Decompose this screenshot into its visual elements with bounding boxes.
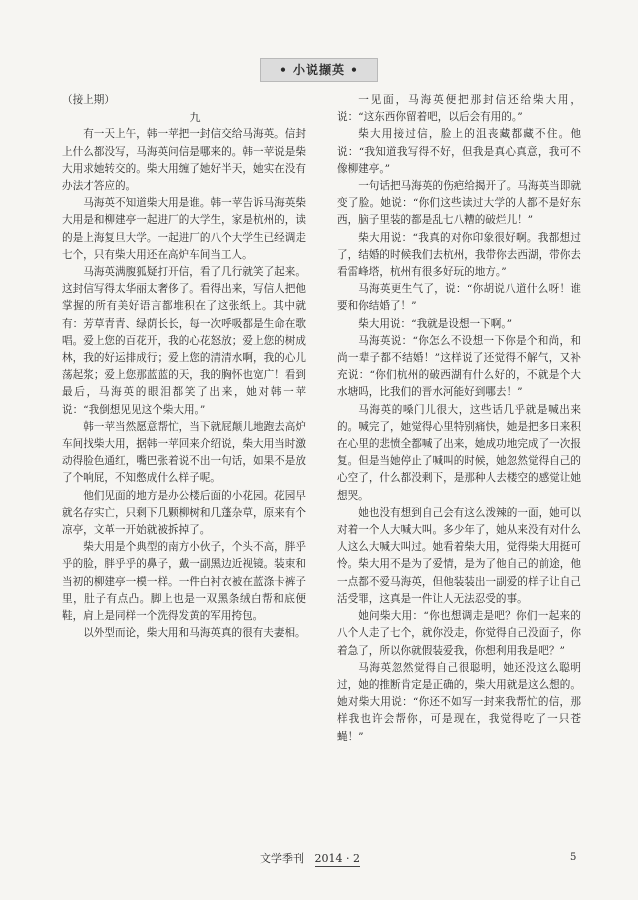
paragraph: 韩一苹当然愿意帮忙，当下就屁颠儿地跑去高炉车间找柴大用，据韩一苹回来介绍说，柴大用当时激动得脸色通红，嘴巴张着说不出一句话，如果不是放了个响屁，不知憋成什么样子呢。 [62, 420, 306, 485]
paragraph: 一句话把马海英的伤疤给揭开了。马海英当即就变了脸。她说：“你们这些读过大学的人都不是好东西，脑子里装的都是乱七八糟的破烂儿！” [337, 180, 581, 227]
page-footer [260, 850, 360, 866]
page-number: 5 [570, 852, 577, 863]
paragraph: 有一天上午，韩一苹把一封信交给马海英。信封上什么都没写，马海英问信是哪来的。韩一苹说是柴大用求她转交的。柴大用缠了她好半天，她实在没有办法才答应的。 [62, 128, 306, 193]
issue-number: 2014 · 2 [314, 852, 360, 865]
paragraph: 一见面，马海英便把那封信还给柴大用，说：“这东西你留着吧，以后会有用的。” [337, 94, 581, 124]
paragraph: 马海英更生气了，说：“你胡说八道什么呀！谁要和你结婚了！” [337, 283, 581, 313]
paragraph: 她也没有想到自己会有这么泼辣的一面，她可以对着一个人大喊大叫。多少年了，她从来没有对什么人这么大喊大叫过。她看着柴大用，觉得柴大用挺可怜。柴大用不是为了爱情，是为了他自己的前途，他一点都不爱马海英，但他装装出一副爱的样子让自己活受罪，这真是一件让人无法忍受的事。 [337, 506, 581, 605]
continued-note: （接上期） [62, 94, 115, 106]
paragraph: 他们见面的地方是办公楼后面的小花园。花园早就名存实亡，只剩下几颗柳树和几蓬杂草，原来有个凉亭，文革一开始就被拆掉了。 [62, 489, 306, 537]
journal-name: 文学季刊 [260, 852, 304, 865]
paragraph: 马海英满腹狐疑打开信，看了几行就笑了起来。这封信写得太华丽太奢侈了。看得出来，写信人把他掌握的所有美好语言都堆积在了这张纸上。其中就有：芳草青青、绿荫长长，每一次呼吸都是生命在歌唱。爱上您的百花开，我的心花怒放；爱上您的树成林，我的好运排成行；爱上您的清清水啊，我的心儿荡起浆；爱上您那蓝蓝的天，我的胸怀也宽广！看到最后，马海英的眼泪都笑了出来，她对韩一苹说：“我倒想见见这个柴大用。” [62, 266, 306, 416]
paragraph: 柴大用说：“我真的对你印象很好啊。我都想过了，结婚的时候我们去杭州，我带你去西湖，带你去看雷峰塔，杭州有很多好玩的地方。” [337, 231, 581, 279]
paragraph: 她问柴大用：“你也想调走是吧？你们一起来的八个人走了七个，就你没走，你觉得自己没面子，你着急了，所以你就假装爱我，你想利用我是吧？” [337, 610, 581, 657]
paragraph: 以外型而论，柴大用和马海英真的很有夫妻相。 [83, 627, 306, 640]
chapter-number: 九 [189, 111, 201, 125]
paragraph: 柴大用接过信，脸上的沮丧藏都藏不住。他说：“我知道我写得不好，但我是真心真意，我可不像柳建亭。” [337, 128, 581, 175]
paragraph: 马海英的嗓门儿很大，这些话几乎就是喊出来的。喊完了，她觉得心里特别痛快，她是把多日来积在心里的悲愤全都喊了出来，她成功地完成了一次报复。但是当她停止了喊叫的时候，她忽然觉得自己的心空了，什么都没剩下，是那种人去楼空的感觉让她想哭。 [337, 403, 581, 502]
paragraph: 马海英说：“你怎么不设想一下你是个和尚，和尚一辈子都不结婚！”这样说了还觉得不解气，又补充说：“你们杭州的破西湖有什么好的，不就是个大水塘吗，比我们的晋水河能好到哪去！” [337, 334, 581, 399]
paragraph: 马海英不知道柴大用是谁。韩一苹告诉马海英柴大用是和柳建亭一起进厂的大学生，家是杭州的，读的是上海复旦大学。一起进厂的八个大学生已经调走七个，只有柴大用还在高炉车间当工人。 [62, 197, 306, 261]
section-tag: • 小说撷英 • [260, 58, 378, 82]
paragraph: 马海英忽然觉得自己很聪明，她还没这么聪明过，她的推断肯定是正确的，柴大用就是这么想的。她对柴大用说：“你还不如写一封来我帮忙的信，那样我也许会帮你，可是现在，我觉得吃了一只苍蝇！” [337, 661, 581, 743]
paragraph: 柴大用说：“我就是设想一下啊。” [358, 317, 513, 330]
left-column [62, 92, 306, 643]
right-column [337, 92, 581, 746]
paragraph: 柴大用是个典型的南方小伙子，个头不高，胖乎乎的脸，胖乎乎的鼻子，戴一副黑边近视镜。装束和当初的柳建亭一模一样。一件白衬衣被在蓝涤卡裤子里，肚子有点凸。脚上也是一双黑条绒白帮和底便鞋，肩上是同样一个洗得发黄的军用挎包。 [62, 541, 306, 623]
